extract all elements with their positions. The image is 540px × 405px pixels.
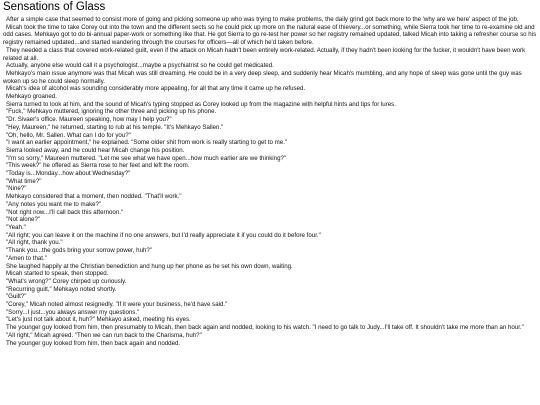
body-paragraph: "What time?": [6, 177, 42, 185]
body-paragraph: "Sorry...I just...you always answer my questions.": [6, 308, 140, 316]
body-paragraph: Actually, anyone else would call it a psychologist...maybe a psychiatrist so he could get medicated.: [6, 62, 274, 70]
body-paragraph: Micah took the time to take Corey out into the town and the different sects so he could pick up more on the natural ease of thievery...or something, while Sierra took her time to re-examine old and odd cases. Mehkayo got to do bi-annual paper-work or something like that. He got Sierra to go re-test her power so her registry remained updated, talked Micah into taking a refresher course so his registry remained updated...and started wandering through the courses for officers—all of which he'd taken before.: [3, 23, 537, 47]
body-paragraph: Mehkayo's main issue anymore was that Micah was still dreaming. He could be in a very deep sleep, and suddenly hear Micah's mumbling, and any hope of sleep was gone until the guy was woken up so he could sleep normally.: [3, 69, 522, 85]
body-paragraph: Sierra looked away, and he could hear Micah change his position.: [6, 146, 185, 154]
body-paragraph: "Yeah.": [6, 223, 26, 231]
body-paragraph: Mehkayo considered that a moment, then nodded. "That'll work.": [6, 193, 182, 201]
body-paragraph: "Any notes you want me to make?": [6, 200, 102, 208]
body-paragraph: Sierra turned to look at him, and the sound of Micah's typing stopped as Corey looked up from the magazine with helpful hints and tips for lures.: [6, 100, 396, 108]
body-paragraph: "Oh, hello, Mr. Sallen. What can I do for you?": [6, 131, 131, 139]
body-paragraph: The younger guy looked from him, then back again and nodded.: [6, 339, 181, 347]
body-paragraph: "All right," Micah agreed. "Then we can run back to the Charisma, huh?": [6, 331, 202, 339]
body-paragraph: "Recurring guilt," Mehkayo noted shortly.: [6, 285, 117, 293]
body-paragraph: "Fuck," Mehkayo muttered, ignoring the other three and picking up his phone.: [6, 108, 217, 116]
body-paragraph: "Amen to that.": [6, 254, 47, 262]
body-paragraph: "Dr. Sivaer's office. Maureen speaking, how may I help you?": [6, 116, 172, 124]
body-paragraph: The younger guy looked from him, then presumably to Micah, then back again and nodded, looking to his watch. "I need to go talk to Judy...I'll take off. It shouldn't take me more than an hour.": [6, 324, 524, 332]
body-paragraph: "This week?" he offered as Sierra rose to her feet and left the room.: [6, 162, 190, 170]
body-paragraph: "All right; you can leave it on the machine if no one answers, but I'd really appreciate it if you could do it before four.": [6, 231, 321, 239]
body-paragraph: "All right, thank you.": [6, 239, 63, 247]
body-paragraph: "Nine?": [6, 185, 27, 193]
body-paragraph: "Not right now...I'll call back this afternoon.": [6, 208, 124, 216]
document-title: Sensations of Glass: [3, 1, 106, 13]
body-paragraph: After a simple case that seemed to consist more of going and picking someone up who was trying to make problems, the daily grind got back more to the 'why are we here' aspect of the job.: [6, 16, 519, 23]
body-paragraph: "I want an earlier appointment," he explained. "Some older shit from work is really starting to get to me.": [6, 139, 288, 147]
body-paragraph: "Hey, Maureen," he returned, starting to rub at his temple. "It's Mehkayo Sallen.": [6, 123, 224, 131]
body-paragraph: "Let's just not talk about it, huh?" Mehkayo asked, meeting his eyes.: [6, 316, 191, 324]
document-body: [3, 16, 538, 347]
body-paragraph: "Corey," Micah noted almost resignedly. "If it were your business, he'd have said.": [6, 301, 228, 309]
body-paragraph: "Thank you...the gods bring your sorrow power, huh?": [6, 247, 153, 255]
body-paragraph: "Not alone?": [6, 216, 41, 224]
body-paragraph: "Today is...Monday...how about Wednesday?": [6, 170, 131, 178]
body-paragraph: She laughed happily at the Christian benediction and hung up her phone as he set his own down, waiting.: [6, 262, 293, 270]
body-paragraph: Mehkayo groaned.: [6, 93, 57, 101]
body-paragraph: Micah started to speak, then stopped.: [6, 270, 109, 278]
body-paragraph: They needed a class that covered work-related guilt, even if the attack on Micah hadn't been entirely work-related. Actually, if they hadn't been looking for the fucker, it wouldn't have been work related at all.: [3, 46, 526, 62]
body-paragraph: "What's wrong?" Corey chirped up curiously.: [6, 277, 127, 285]
body-paragraph: "Guilt?": [6, 293, 27, 301]
body-paragraph: Micah's idea of alcohol was sounding considerably more appealing, for all that any time it came up he refused.: [6, 85, 306, 93]
body-paragraph: "I'm so sorry," Maureen muttered. "Let me see what we have open...how much earlier are we thinking?": [6, 154, 287, 162]
